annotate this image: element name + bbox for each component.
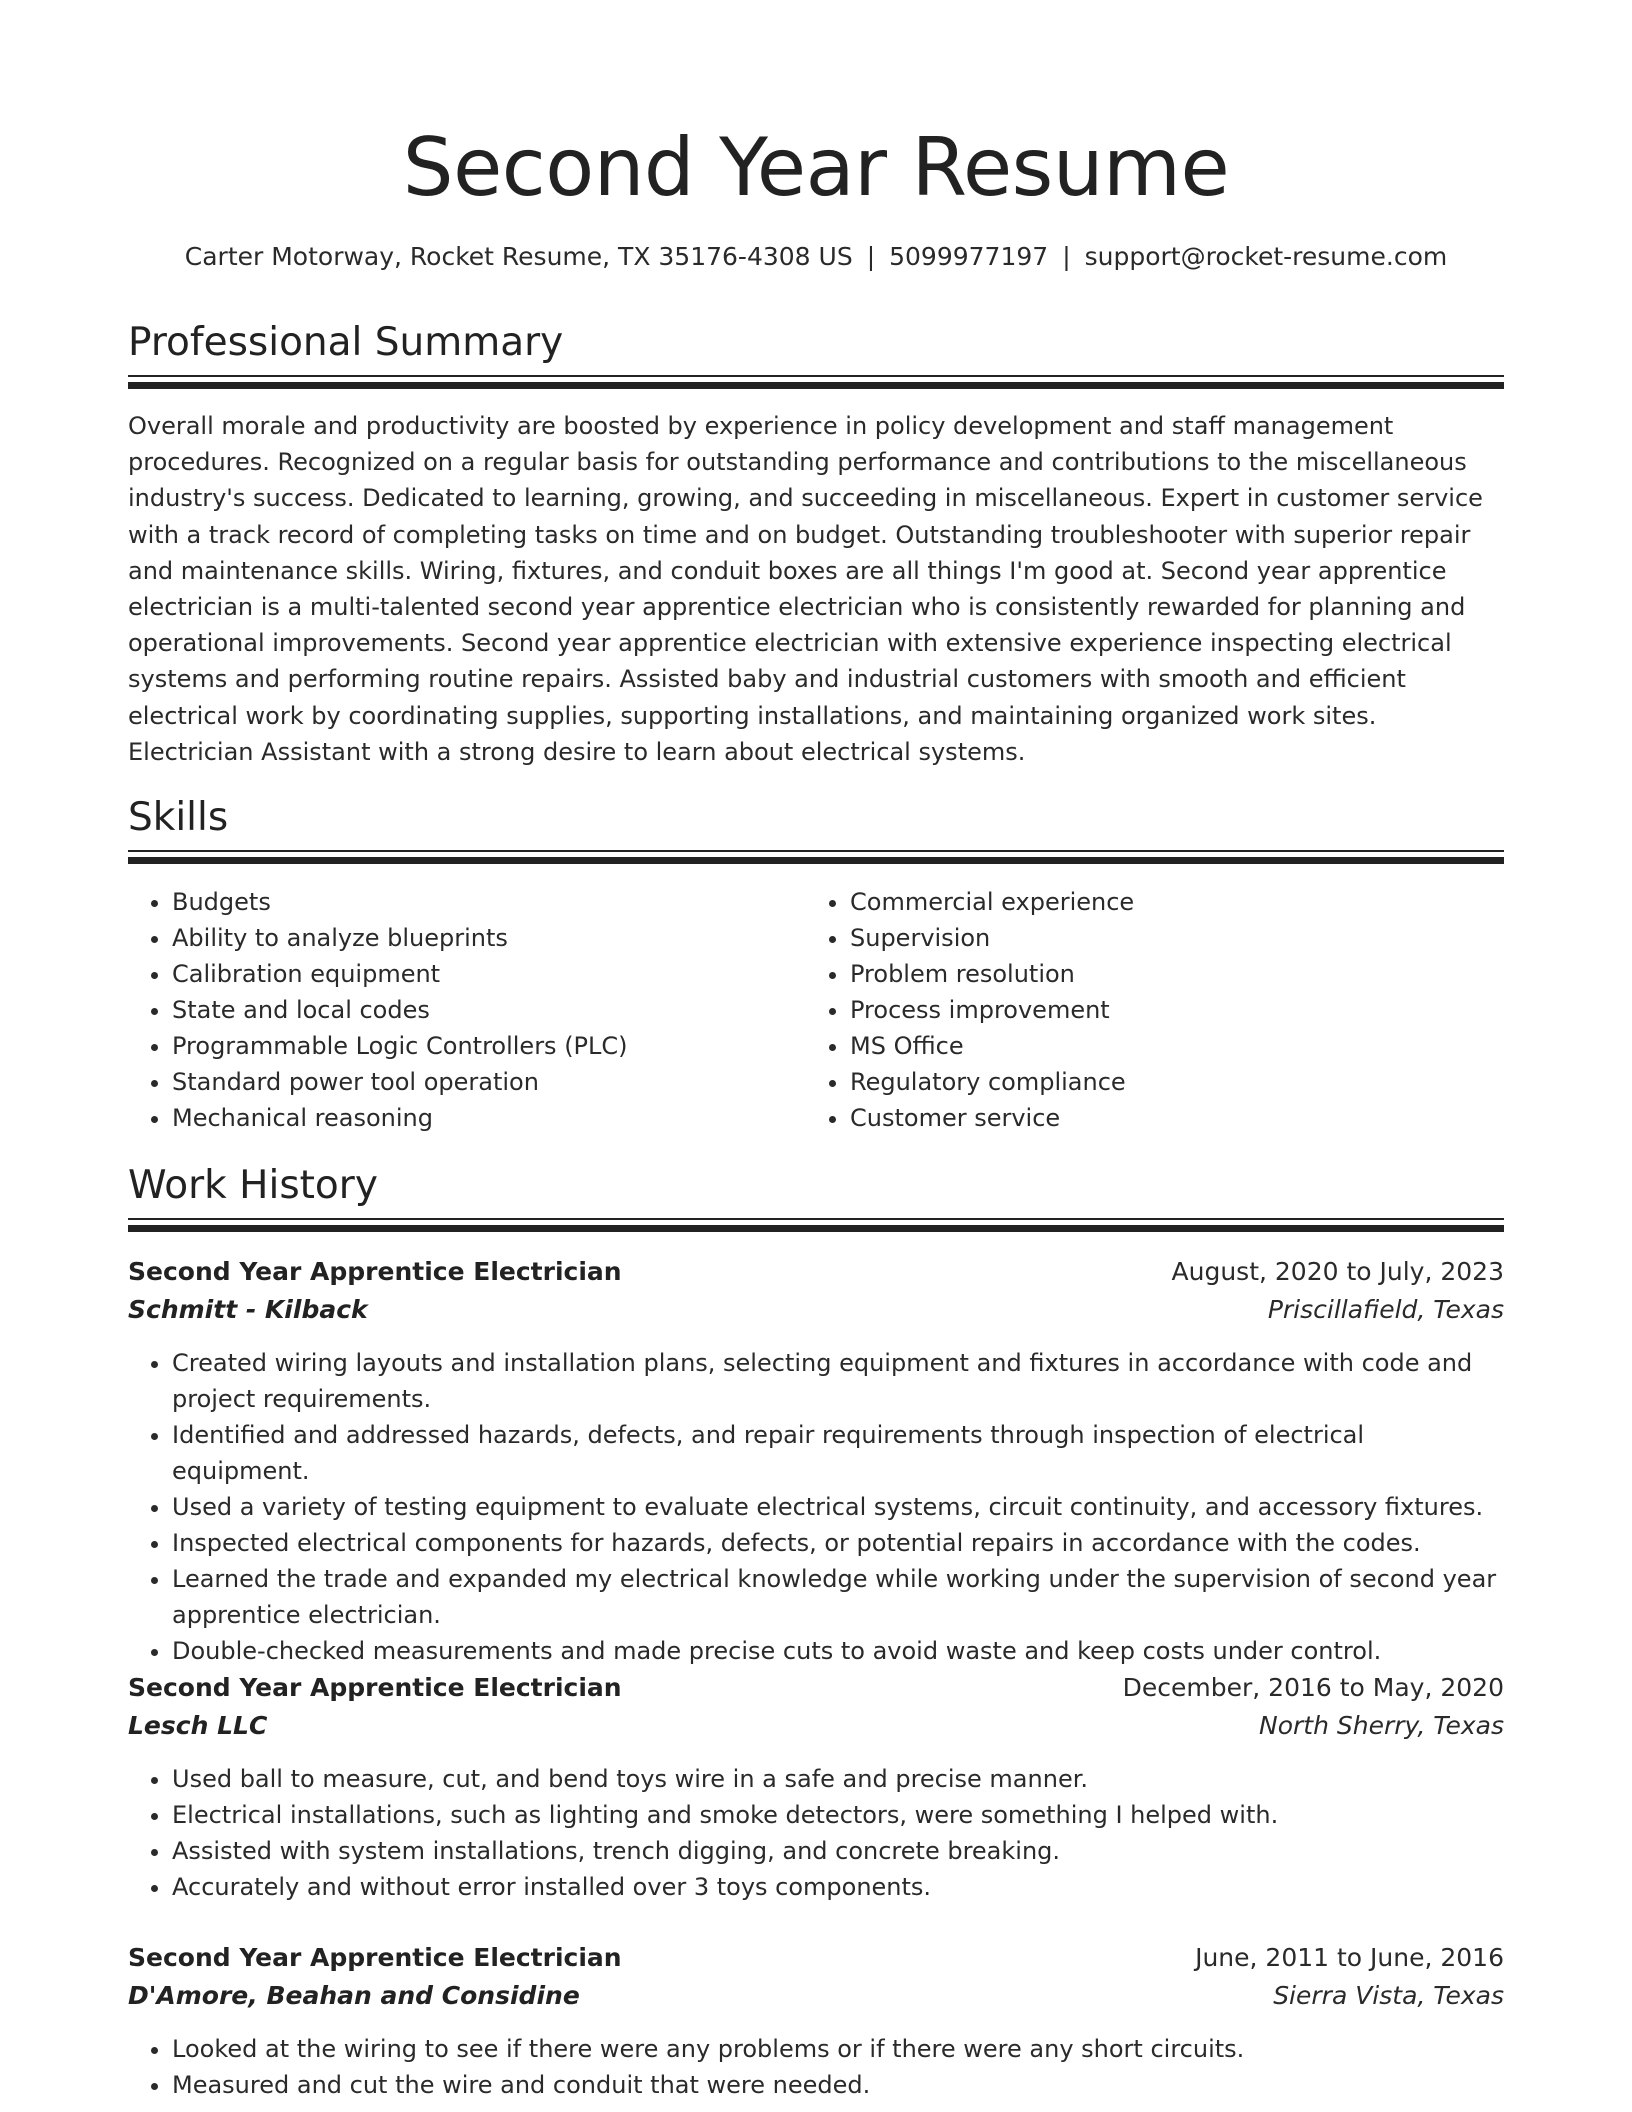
job-bullet: • Created wiring layouts and installation plans, selecting equipment and fixtures in accordance with code and project requirements.	[172, 1345, 1504, 1417]
job-company: Lesch LLC	[128, 1711, 268, 1740]
job-dates: August, 2020 to July, 2023	[1171, 1257, 1504, 1286]
job-bullet: • Measured and cut the wire and conduit that were needed.	[172, 2067, 1504, 2103]
work-heading: Work History	[128, 1163, 378, 1208]
job-bullet: • Learned the trade and expanded my electrical knowledge while working under the supervision of second year apprentice electrician.	[172, 1561, 1504, 1633]
skill-item: • Calibration equipment	[172, 956, 806, 992]
job-title: Second Year Apprentice Electrician	[128, 1943, 622, 1972]
resume-name: Second Year Resume	[402, 121, 1230, 214]
skill-item: • Customer service	[850, 1100, 1484, 1136]
summary-heading: Professional Summary	[128, 320, 564, 365]
job-bullet: • Identified and addressed hazards, defects, and repair requirements through inspection of electrical equipment.	[172, 1417, 1504, 1489]
skill-item: • Budgets	[172, 884, 806, 920]
work-divider	[128, 1218, 1504, 1232]
summary-divider	[128, 375, 1504, 389]
job-entry	[128, 1669, 1504, 1905]
job-bullets	[128, 1761, 1504, 1905]
job-bullet: • Electrical installations, such as lighting and smoke detectors, were something I helped with.	[172, 1797, 1504, 1833]
job-bullet: • Inspected electrical components for hazards, defects, or potential repairs in accordance with the codes.	[172, 1525, 1504, 1561]
job-bullet: • Used a variety of testing equipment to evaluate electrical systems, circuit continuity, and accessory fixtures.	[172, 1489, 1504, 1525]
skill-item: • Ability to analyze blueprints	[172, 920, 806, 956]
skill-item: • Programmable Logic Controllers (PLC)	[172, 1028, 806, 1064]
skill-item: • Standard power tool operation	[172, 1064, 806, 1100]
contact-separator: |	[866, 242, 876, 271]
job-location: Priscillafield, Texas	[1267, 1295, 1504, 1324]
skill-item: • Regulatory compliance	[850, 1064, 1484, 1100]
contact-line	[128, 240, 1504, 274]
job-bullets	[128, 2031, 1504, 2103]
job-bullet: • Used ball to measure, cut, and bend toys wire in a safe and precise manner.	[172, 1761, 1504, 1797]
skills-heading: Skills	[128, 795, 229, 840]
job-company: D'Amore, Beahan and Considine	[128, 1981, 580, 2010]
contact-address: Carter Motorway, Rocket Resume, TX 35176-4308 US	[184, 242, 853, 271]
contact-phone: 5099977197	[889, 242, 1049, 271]
contact-separator: |	[1062, 242, 1071, 271]
skills-column-left	[128, 884, 806, 1136]
summary-text: Overall morale and productivity are boosted by experience in policy development and staff management procedures. Recognized on a regular basis for outstanding performance and contributions to the miscellaneous industry's success. Dedicated to learning, growing, and succeeding in miscellaneous. Expert in customer service with a track record of completing tasks on time and on budget. Outstanding troubleshooter with superior repair and maintenance skills. Wiring, fixtures, and conduit boxes are all things I'm good at. Second year apprentice electrician is a multi-talented second year apprentice electrician who is consistently rewarded for planning and operational improvements. Second year apprentice electrician with extensive experience inspecting electrical systems and performing routine repairs. Assisted baby and industrial customers with smooth and efficient electrical work by coordinating supplies, supporting installations, and maintaining organized work sites. Electrician Assistant with a strong desire to learn about electrical systems.	[128, 412, 1483, 766]
skill-item: • Commercial experience	[850, 884, 1484, 920]
job-bullet: • Looked at the wiring to see if there were any problems or if there were any short circuits.	[172, 2031, 1504, 2067]
job-company: Schmitt - Kilback	[128, 1295, 368, 1324]
job-location: Sierra Vista, Texas	[1273, 1981, 1504, 2010]
skill-item: • MS Office	[850, 1028, 1484, 1064]
job-title: Second Year Apprentice Electrician	[128, 1257, 622, 1286]
skill-item: • Supervision	[850, 920, 1484, 956]
skills-divider	[128, 850, 1504, 864]
job-bullets	[128, 1345, 1504, 1669]
job-dates: June, 2011 to June, 2016	[1195, 1943, 1504, 1972]
job-title: Second Year Apprentice Electrician	[128, 1673, 622, 1702]
skills-list	[128, 884, 1504, 1136]
job-bullet: • Accurately and without error installed over 3 toys components.	[172, 1869, 1504, 1905]
job-bullet: • Assisted with system installations, trench digging, and concrete breaking.	[172, 1833, 1504, 1869]
contact-email: support@rocket-resume.com	[1084, 242, 1448, 271]
job-bullet: • Double-checked measurements and made precise cuts to avoid waste and keep costs under control.	[172, 1633, 1504, 1669]
skills-column-right	[806, 884, 1484, 1136]
skill-item: • State and local codes	[172, 992, 806, 1028]
job-dates: December, 2016 to May, 2020	[1122, 1673, 1504, 1702]
job-location: North Sherry, Texas	[1259, 1711, 1504, 1740]
job-entry	[128, 1939, 1504, 2103]
skill-item: • Mechanical reasoning	[172, 1100, 806, 1136]
skill-item: • Problem resolution	[850, 956, 1484, 992]
job-entry	[128, 1253, 1504, 1669]
skill-item: • Process improvement	[850, 992, 1484, 1028]
